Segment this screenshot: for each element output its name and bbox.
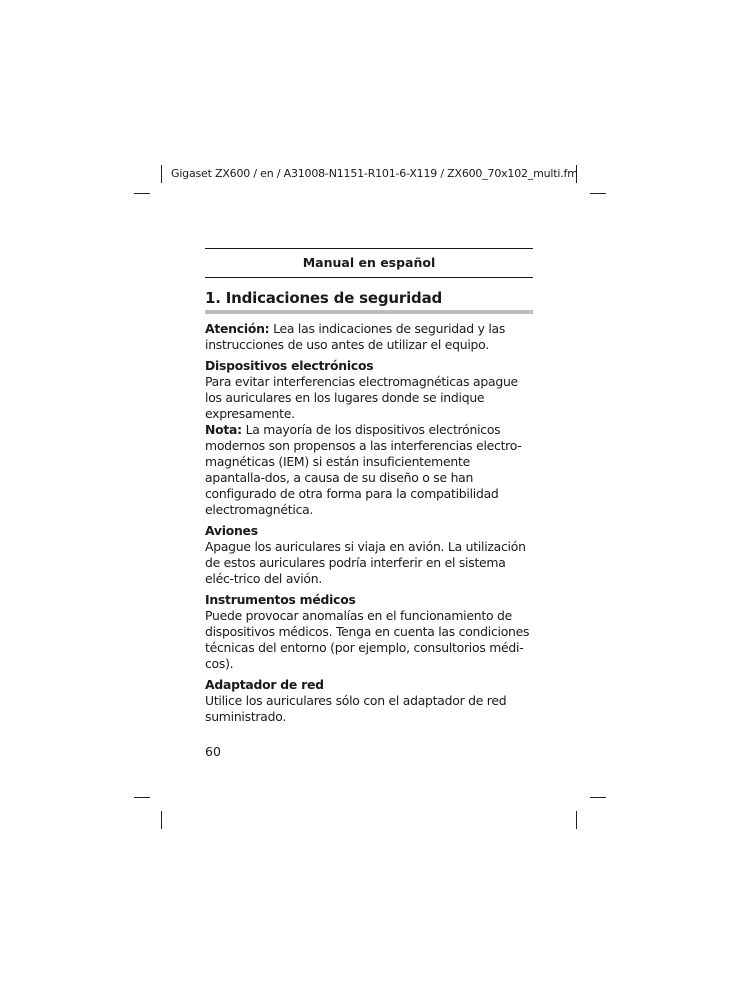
attention-paragraph bbox=[205, 321, 533, 353]
section-text: Utilice los auriculares sólo con el adaptador de red suministrado. bbox=[205, 693, 507, 724]
section-electronic-devices bbox=[205, 358, 533, 518]
note-paragraph bbox=[205, 422, 533, 518]
section-text: Apague los auriculares si viaja en avión. La utilización de estos auriculares podría interferir en el sistema eléc-trico del avión. bbox=[205, 539, 526, 586]
section-text: Para evitar interferencias electromagnéticas apague los auriculares en los lugares donde se indique expresamente. bbox=[205, 374, 518, 421]
chapter-title: 1. Indicaciones de seguridad bbox=[205, 289, 533, 314]
note-label: Nota: bbox=[205, 422, 242, 437]
crop-mark-bottom-left-horizontal bbox=[134, 797, 150, 798]
section-title: Dispositivos electrónicos bbox=[205, 358, 374, 373]
section-power-adapter bbox=[205, 677, 533, 725]
crop-mark-bottom-right-vertical bbox=[576, 811, 577, 829]
file-header: Gigaset ZX600 / en / A31008-N1151-R101-6-X119 / ZX600_70x102_multi.fm bbox=[171, 167, 578, 180]
section-text: Puede provocar anomalías en el funcionamiento de dispositivos médicos. Tenga en cuenta las condiciones técnicas del entorno (por ejemplo, consultorios médi-cos). bbox=[205, 608, 530, 671]
section-header: Manual en español bbox=[205, 248, 533, 278]
crop-mark-top-right-horizontal bbox=[590, 193, 606, 194]
section-title: Adaptador de red bbox=[205, 677, 324, 692]
section-airplanes bbox=[205, 523, 533, 587]
section-title: Aviones bbox=[205, 523, 258, 538]
section-title: Instrumentos médicos bbox=[205, 592, 356, 607]
note-text: La mayoría de los dispositivos electrónicos modernos son propensos a las interferencias electro-magnéticas (IEM) si están insuficientemente apantalla-dos, a causa de su diseño o se han configurado de otra forma para la compatibilidad electromagnética. bbox=[205, 422, 522, 517]
page-content bbox=[205, 248, 533, 725]
attention-text: Lea las indicaciones de seguridad y las instrucciones de uso antes de utilizar el equipo. bbox=[205, 321, 506, 352]
section-medical-instruments bbox=[205, 592, 533, 672]
attention-label: Atención: bbox=[205, 321, 270, 336]
crop-mark-bottom-right-horizontal bbox=[590, 797, 606, 798]
crop-mark-bottom-left-vertical bbox=[161, 811, 162, 829]
crop-mark-top-left-horizontal bbox=[134, 193, 150, 194]
page-number: 60 bbox=[205, 744, 221, 759]
crop-mark-top-left-vertical bbox=[161, 165, 162, 183]
